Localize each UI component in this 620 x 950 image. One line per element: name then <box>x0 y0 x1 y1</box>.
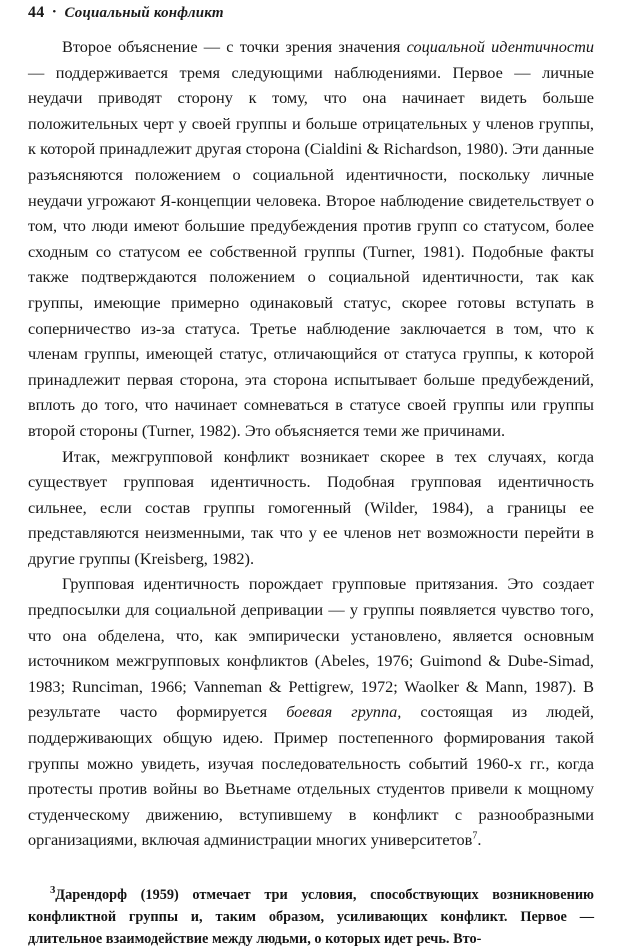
text-run: Групповая идентичность порождает групповые притязания. Это создает предпосылки для социальной депривации — у группы появляется чувство того, что она обделена, что, как эмпирически установлено, является основным источником межгрупповых конфликтов (Abeles, 1976; Guimond & Dube-Simad, 1983; Runciman, 1966; Vanneman & Pettigrew, 1972; Waolker & Mann, 1987). В результате часто формируется <box>28 574 594 722</box>
running-head <box>28 0 592 26</box>
running-head-title: Социальный конфликт <box>64 4 224 21</box>
text-run: . <box>477 830 482 850</box>
body-text <box>28 34 594 853</box>
footnote-text <box>28 884 594 950</box>
text-run: Итак, межгрупповой конфликт возникает скорее в тех случаях, когда существует групповая идентичность. Подобная групповая идентичность сильнее, если состав группы гомогенный (Wilder, 1984), а границы ее представляются неизменными, так что у ее членов нет возможности перейти в другие группы (Kreisberg, 1982). <box>28 446 594 568</box>
text-run: состоящая из людей, поддерживающих общую идею. Пример постепенного формирования такой группы можно увидеть, изучая последовательность событий 1960-х гг., когда протесты против войны во Вьетнаме отдельных студентов привели к мощному студенческому движению, вступившему в конфликт с разнообразными организациями, включая администрации многих университетов <box>28 702 594 850</box>
paragraph-3 <box>28 571 594 853</box>
footnote-body: Дарендорф (1959) отмечает три условия, способствующих возникновению конфликтной группы и, таким образом, усиливающих конфликт. Первое — длительное взаимодействие между людьми, о которых идет речь. Вто- <box>28 887 594 947</box>
footnote-reference: 7 <box>472 830 478 842</box>
italic-run: боевая группа, <box>286 702 402 722</box>
footnote-area <box>28 884 594 950</box>
italic-run: социальной идентичности <box>406 37 595 56</box>
separator-bullet: • <box>52 5 57 18</box>
paragraph-2 <box>28 444 594 572</box>
paragraph-1 <box>28 34 594 444</box>
text-run: Второе объяснение — с точки зрения значения <box>62 37 407 56</box>
footnote-marker: З <box>50 885 56 897</box>
text-run: — поддерживается тремя следующими наблюдениями. Первое — личные неудачи приводят сторону к тому, что она начинает видеть больше положительных черт у своей группы и больше отрицательных у членов группы, к которой принадлежит другая сторона (Cialdini & Richardson, 1980). Эти данные разъясняются положением о социальной идентичности, поскольку личные неудачи угрожают Я-концепции человека. Второе наблюдение свидетельствует о том, что люди имеют большие предубеждения против групп со статусом, более сходным со статусом ее собственной группы (Turner, 1981). Подобные факты также подтверждаются положением о социальной идентичности, так как группы, имеющие примерно одинаковый статус, скорее готовы вступать в соперничество из-за статуса. Третье наблюдение заключается в том, что к членам группы, имеющей статус, отличающийся от статуса группы, к которой принадлежит первая сторона, эта сторона испытывает больше предубеждений, вплоть до того, что начинает сомневаться в статусе своей группы или группы второй стороны (Turner, 1982). Это объясняется теми же причинами. <box>28 62 594 440</box>
page-number: 44 <box>28 4 45 21</box>
